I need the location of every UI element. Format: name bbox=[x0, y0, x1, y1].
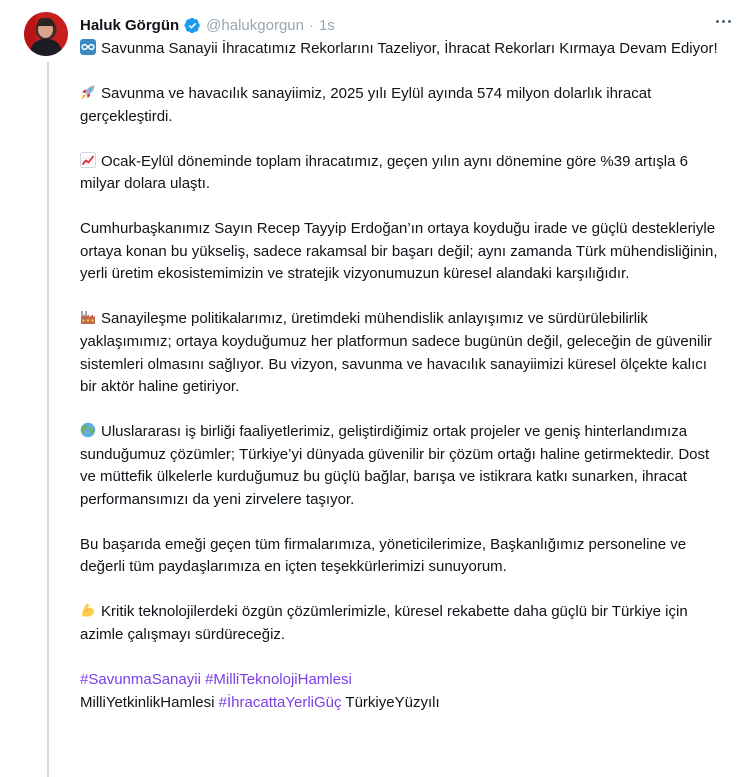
separator-dot: · bbox=[308, 16, 314, 34]
hashtags-row-1 bbox=[80, 669, 720, 692]
tweet-paragraph bbox=[80, 151, 720, 196]
plain-tag-text: MilliYetkinlikHamlesi bbox=[80, 693, 215, 711]
rocket-icon bbox=[80, 84, 96, 100]
tweet-text bbox=[80, 38, 720, 714]
tweet-paragraph bbox=[80, 38, 720, 61]
paragraph-text: Bu başarıda emeği geçen tüm firmalarımıza, yöneticilerimize, Başkanlığımız personeline ve değerli tüm paydaşlarımıza en içten teşekkürlerimizi sunuyorum. bbox=[80, 535, 687, 576]
tweet-header bbox=[80, 14, 335, 36]
infinity-icon bbox=[80, 39, 96, 55]
tweet-paragraph bbox=[80, 308, 720, 398]
hashtags-row-2 bbox=[80, 692, 720, 715]
paragraph-text: Sanayileşme politikalarımız, üretimdeki mühendislik anlayışımız ve sürdürülebilirlik yaklaşımımız; ortaya koyduğumuz her platformun sadece bugünün değil, geleceğin de güvenilir sistemleri olmasını sağlıyor. Bu vizyon, savunma ve havacılık sanayiimizi küresel ölçekte kalıcı bir aktör haline getiriyor. bbox=[80, 310, 713, 396]
globe-icon bbox=[80, 422, 96, 438]
paragraph-text: Cumhurbaşkanımız Sayın Recep Tayyip Erdoğan’ın ortaya koyduğu irade ve güçlü destekleriyle ortaya konan bu yükseliş, sadece rakamsal bir başarı değil; aynı zamanda Türk mühendisliğinin, yerli üretim ekosistemimizin ve stratejik vizyonumuzun küresel alandaki karşılığıdır. bbox=[80, 220, 718, 283]
flexed-biceps-icon bbox=[80, 602, 96, 618]
chart-increasing-icon bbox=[80, 152, 96, 168]
timestamp[interactable]: 1s bbox=[318, 16, 335, 34]
tweet-paragraph bbox=[80, 421, 720, 511]
more-options-icon[interactable] bbox=[710, 10, 736, 32]
hashtag-link[interactable]: #MilliTeknolojiHamlesi bbox=[205, 671, 352, 688]
paragraph-text: Savunma Sanayii İhracatımız Rekorlarını Tazeliyor, İhracat Rekorları Kırmaya Devam Ediyor! bbox=[101, 40, 718, 57]
author-handle[interactable]: @halukgorgun bbox=[206, 16, 304, 34]
tweet-paragraph bbox=[80, 218, 720, 286]
paragraph-text: Ocak-Eylül döneminde toplam ihracatımız, geçen yılın aynı dönemine göre %39 artışla 6 milyar dolara ulaştı. bbox=[80, 152, 688, 193]
verified-badge-icon bbox=[184, 17, 201, 34]
paragraph-text: Uluslararası iş birliği faaliyetlerimiz, geliştirdiğimiz ortak projeler ve geniş hinterlandımıza sunduğumuz çözümler; Türkiye’yi dünyada güvenilir bir çözüm ortağı haline getirmektedir. Dost ve müttefik ülkelerle kurduğumuz bu güçlü bağlar, barışa ve istikrara katkı sunarken, ihracat performansımızı da yeni zirvelere taşıyor. bbox=[80, 423, 710, 508]
tweet-paragraph bbox=[80, 83, 720, 128]
hashtag-link[interactable]: #SavunmaSanayii bbox=[80, 671, 201, 688]
paragraph-text: Savunma ve havacılık sanayiimiz, 2025 yılı Eylül ayında 574 milyon dolarlık ihracat gerçekleştirdi. bbox=[80, 84, 652, 125]
thread-line bbox=[47, 62, 49, 777]
plain-tag-text: TürkiyeYüzyılı bbox=[345, 693, 440, 711]
factory-icon bbox=[80, 309, 96, 325]
tweet-paragraph bbox=[80, 534, 720, 579]
hashtag-link[interactable]: #İhracattaYerliGüç bbox=[218, 693, 342, 711]
paragraph-text: Kritik teknolojilerdeki özgün çözümlerimizle, küresel rekabette daha güçlü bir Türkiye için azimle çalışmayı sürdüreceğiz. bbox=[80, 603, 688, 644]
avatar[interactable] bbox=[24, 12, 68, 56]
author-name[interactable]: Haluk Görgün bbox=[80, 16, 180, 34]
tweet-paragraph bbox=[80, 601, 720, 646]
